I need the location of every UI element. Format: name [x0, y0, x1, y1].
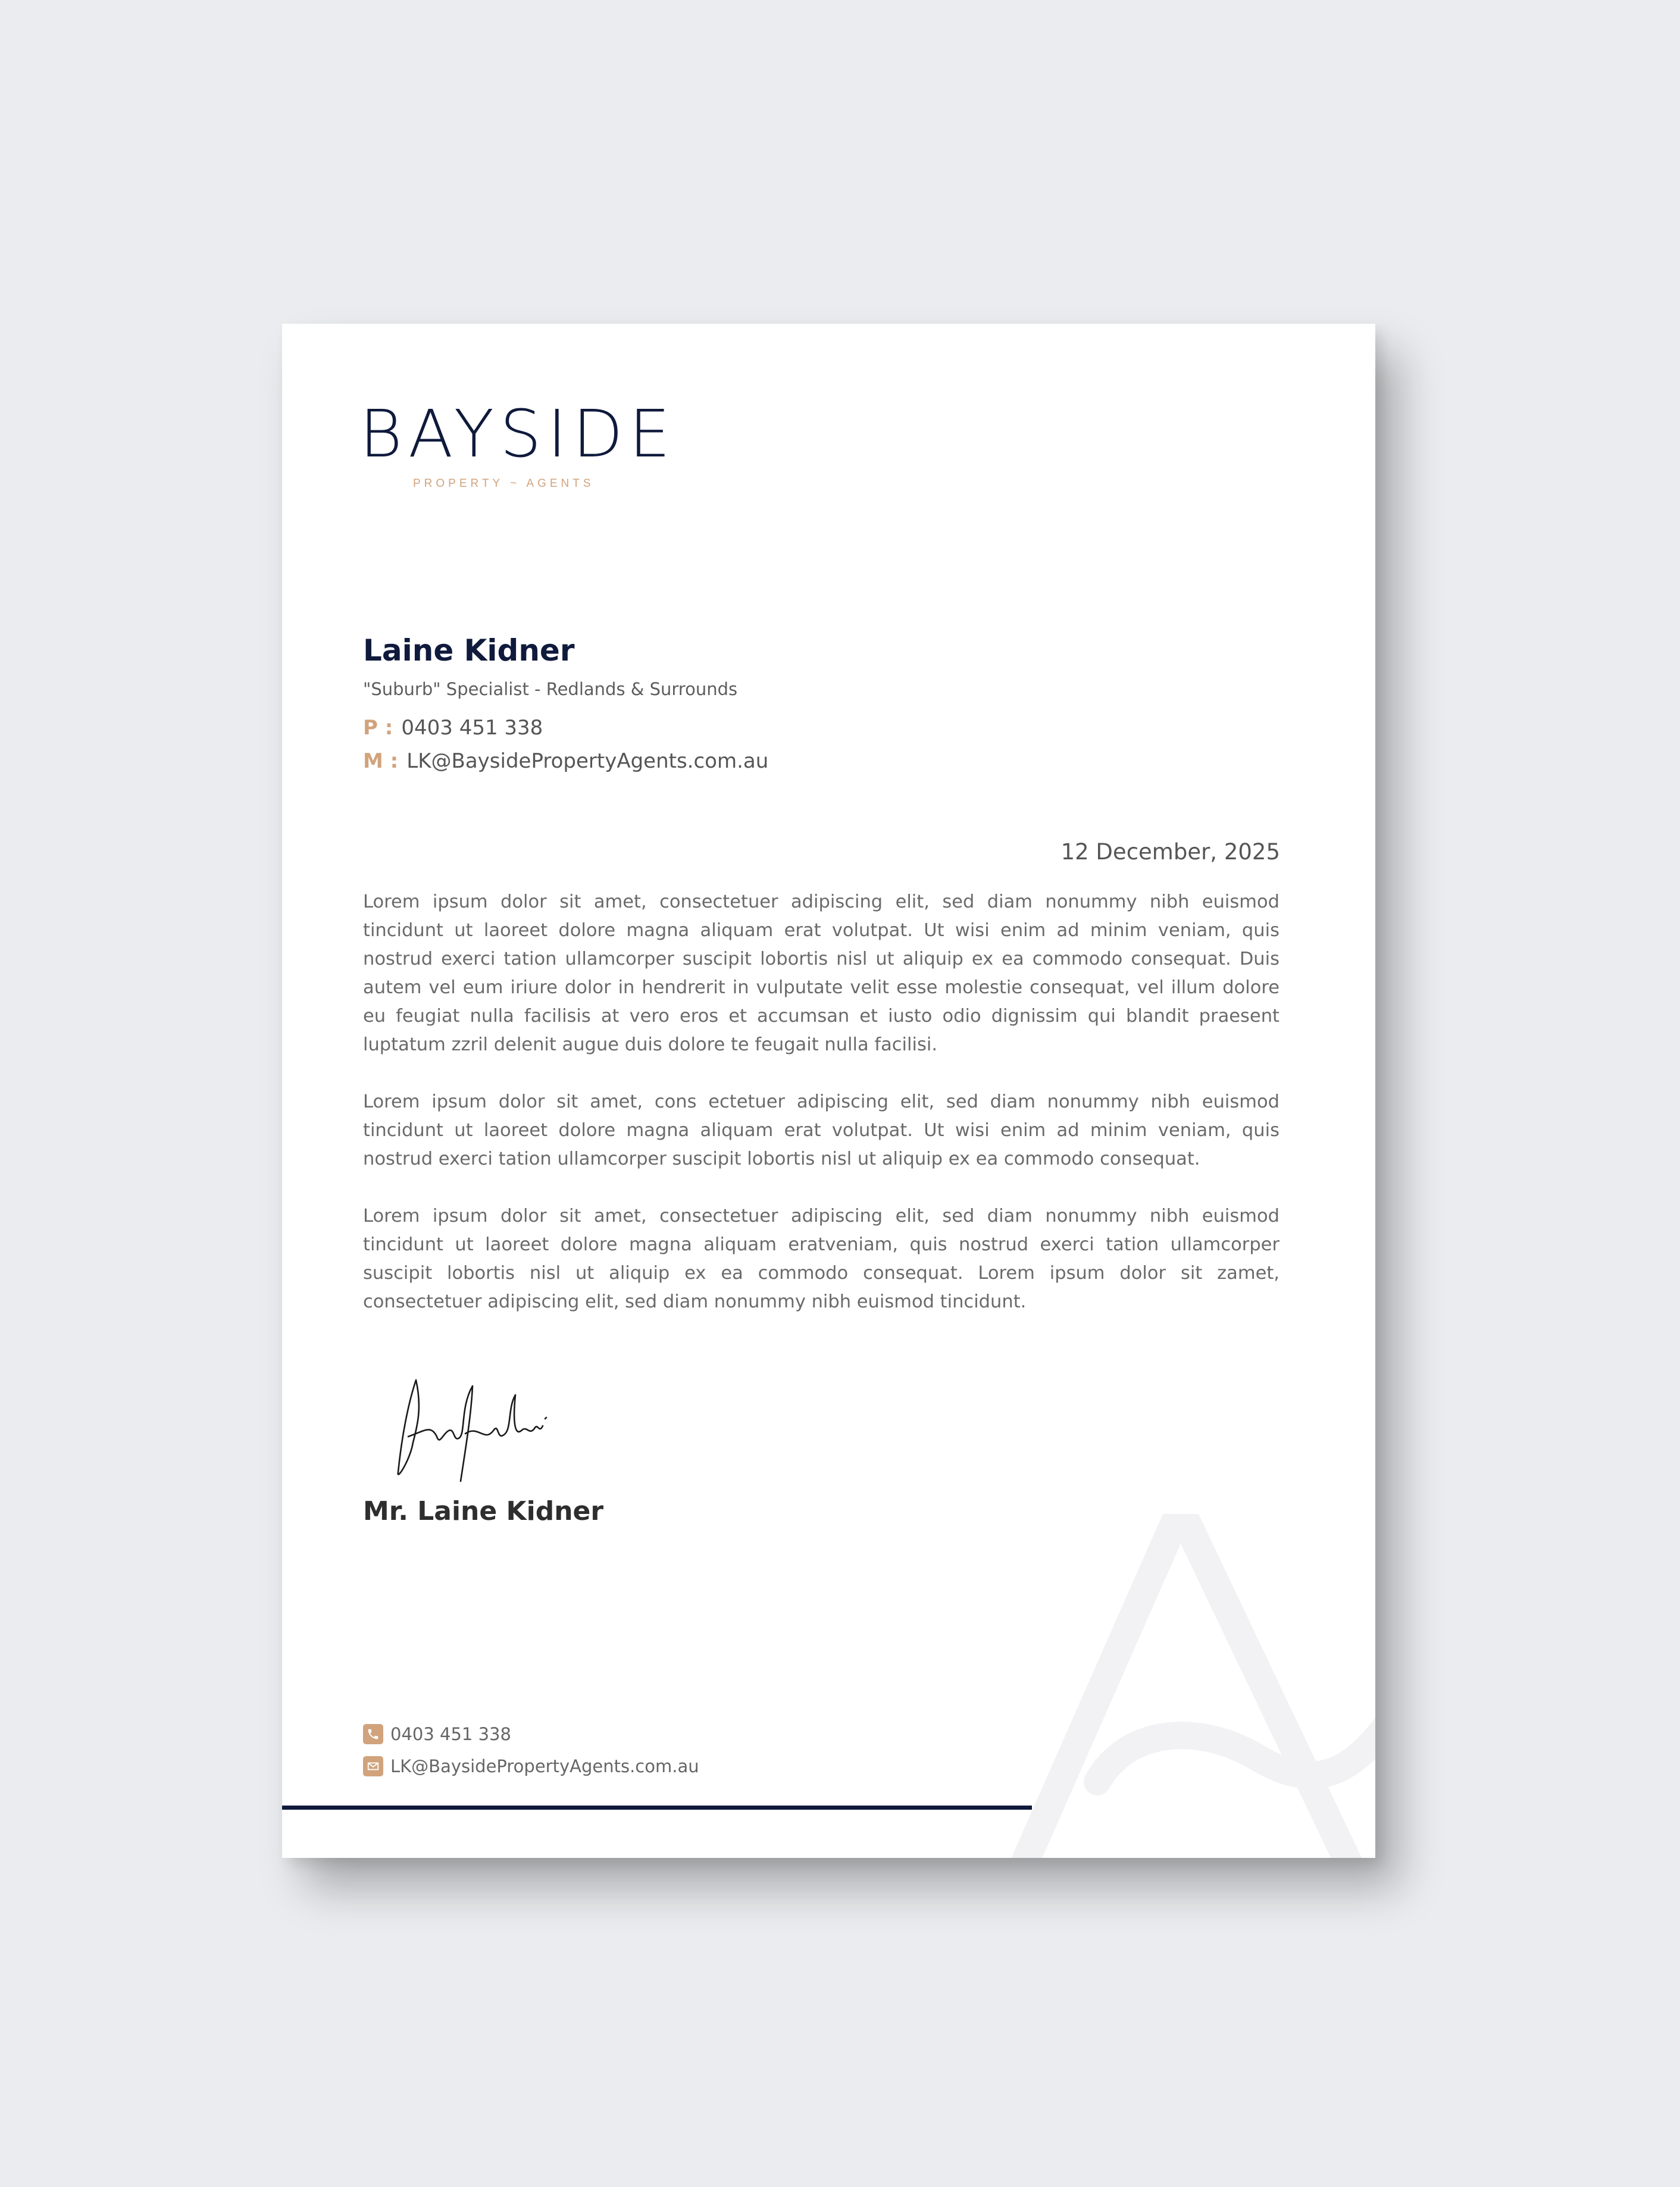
sender-phone: 0403 451 338 [401, 716, 543, 740]
letterhead-page [282, 324, 1375, 1858]
body-paragraph: Lorem ipsum dolor sit amet, cons ectetuer adipiscing elit, sed diam nonummy nibh euismod tincidunt ut laoreet dolore magna aliquam erat volutpat. Ut wisi enim ad minim veniam, quis nostrud exerci tation ullamcorper suscipit lobortis nisl ut aliquip ex ea commodo consequat. [363, 1091, 1279, 1169]
email-label: M : [363, 749, 399, 773]
logo-tagline: PROPERTY ~ AGENTS [413, 477, 595, 490]
email-icon [363, 1756, 383, 1776]
signature [389, 1371, 568, 1484]
letter-date: 12 December, 2025 [1060, 839, 1280, 865]
sender-email: LK@BaysidePropertyAgents.com.au [406, 749, 769, 773]
footer-email-row [363, 1756, 699, 1776]
footer-divider [282, 1806, 1032, 1810]
logo-wordmark: BAYSIDE [359, 396, 677, 472]
footer-phone: 0403 451 338 [390, 1724, 511, 1744]
sender-phone-row [363, 716, 543, 740]
body-paragraph: Lorem ipsum dolor sit amet, consectetuer adipiscing elit, sed diam nonummy nibh euismod tincidunt ut laoreet dolore magna aliquam erat volutpat. Ut wisi enim ad minim veniam, quis nostrud exerci tation ullamcorper suscipit lobortis nisl ut aliquip ex ea commodo consequat. Duis autem vel eum iriure dolor in hendrerit in vulputate velit esse molestie consequat, vel illum dolore eu feugiat nulla facilisis at vero eros et accumsan et iusto odio dignissim qui blandit praesent luptatum zzril delenit augue duis dolore te feugait nulla facilisi. [363, 891, 1279, 1055]
body-paragraph: Lorem ipsum dolor sit amet, consectetuer adipiscing elit, sed diam nonummy nibh euismod tincidunt ut laoreet dolore magna aliquam eratveniam, quis nostrud exerci tation ullamcorper suscipit lobortis nisl ut aliquip ex ea commodo consequat. Lorem ipsum dolor sit zamet, consectetuer adipiscing elit, sed diam nonummy nibh euismod tincidunt. [363, 1206, 1279, 1312]
footer-phone-row [363, 1724, 511, 1744]
sender-title: "Suburb" Specialist - Redlands & Surrounds [363, 679, 738, 699]
sender-email-row [363, 749, 768, 773]
letter-body [363, 888, 1279, 1345]
phone-label: P : [363, 716, 393, 740]
logo-a-watermark [1008, 1508, 1375, 1858]
closing-name: Mr. Laine Kidner [363, 1496, 604, 1526]
footer-email: LK@BaysidePropertyAgents.com.au [390, 1756, 699, 1776]
sender-name: Laine Kidner [363, 633, 575, 668]
bayside-logo [359, 396, 677, 520]
phone-icon [363, 1724, 383, 1744]
